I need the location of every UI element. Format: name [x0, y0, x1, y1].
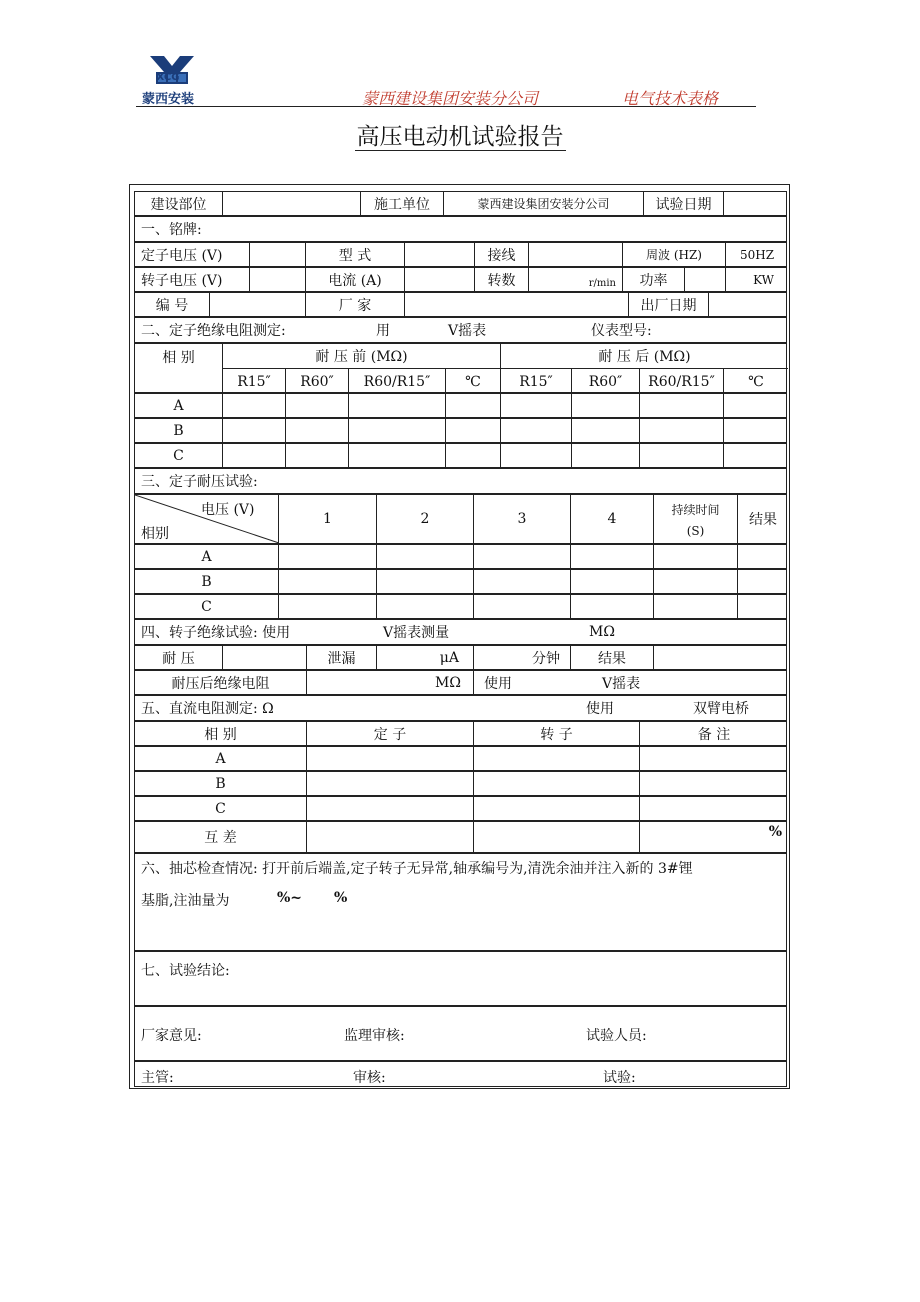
dc-diff-label: 互 差 [135, 822, 307, 852]
header-rule [136, 106, 756, 107]
nameplate-row-2 [134, 267, 787, 292]
test-label: 试验: [603, 1070, 636, 1086]
si-value-cell[interactable] [640, 394, 724, 417]
builder-label: 施工单位 [361, 192, 444, 215]
withstand-row [134, 569, 787, 594]
ws-value-cell[interactable] [474, 595, 571, 618]
number-label: 编 号 [135, 293, 210, 316]
stator-voltage-value[interactable] [250, 243, 306, 266]
core-inspection-line1: 六、抽芯检查情况: 打开前后端盖,定子转子无异常,轴承编号为,清洗余油并注入新的 3#锂 [141, 861, 693, 877]
duration-label: 持续时间 [671, 502, 720, 517]
dc-heading-row [134, 695, 787, 721]
dc-diff-row [134, 821, 787, 853]
tester-label: 试验人员: [586, 1028, 647, 1044]
page-title: 高压电动机试验报告 [356, 124, 564, 150]
dc-remark-header: 备 注 [697, 726, 731, 743]
construction-unit-label: 建设部位 [135, 192, 223, 215]
after-insulation-use: 使用 [484, 675, 512, 692]
si-value-cell[interactable] [572, 444, 640, 467]
withstand-col-1: 1 [279, 495, 377, 543]
dc-value-cell[interactable] [474, 747, 640, 770]
stator-insulation-heading-cell [135, 318, 788, 342]
dc-value-cell[interactable] [307, 797, 474, 820]
col-ratio-before: R60/R15″ [349, 369, 446, 394]
dc-diff-rotor[interactable] [474, 822, 640, 852]
si-value-cell[interactable] [501, 394, 572, 417]
col-temp-after: ℃ [748, 373, 764, 390]
ws-value-cell[interactable] [654, 570, 738, 593]
speed-label: 转数 [475, 268, 529, 291]
info-row [134, 191, 787, 216]
dc-heading: 五、直流电阻测定: Ω [141, 701, 274, 717]
col-r15-after: R15″ [501, 369, 572, 394]
phase-header-spacer [135, 369, 223, 394]
col-r60-before: R60″ [286, 369, 349, 394]
si-value-cell[interactable] [223, 394, 286, 417]
ws-value-cell[interactable] [571, 595, 654, 618]
dc-stator-header: 定 子 [307, 722, 474, 745]
duration-unit: (S) [686, 523, 705, 538]
ws-value-cell[interactable] [474, 570, 571, 593]
stator-insulation-row [134, 418, 787, 443]
dc-value-cell[interactable] [307, 772, 474, 795]
frequency-label: 周波 (HZ) [623, 243, 726, 266]
supervisor-label: 监理审核: [344, 1028, 405, 1044]
si-value-cell[interactable] [724, 444, 788, 467]
col-temp-before: ℃ [446, 369, 501, 394]
rotor-row-2 [134, 670, 787, 695]
ws-phase-cell: B [135, 570, 279, 593]
before-withstand-header: 耐 压 前 (MΩ) [223, 344, 501, 369]
test-date-label: 试验日期 [644, 192, 724, 215]
si-value-cell[interactable] [572, 419, 640, 442]
withstand-col-2: 2 [377, 495, 474, 543]
ws-value-cell[interactable] [279, 595, 377, 618]
withstand-phase-label: 相别 [141, 526, 169, 542]
si-phase-cell: C [135, 444, 223, 467]
nameplate-heading-row [134, 216, 787, 242]
test-date-value[interactable] [724, 192, 788, 215]
nameplate-row-1 [134, 242, 787, 267]
minute-label: 分钟 [474, 646, 571, 669]
header-doc-type: 电气技术表格 [622, 89, 719, 108]
withstand-header [134, 494, 787, 544]
si-value-cell[interactable] [572, 394, 640, 417]
wiring-label: 接线 [475, 243, 529, 266]
dc-phase-cell: C [135, 797, 307, 820]
wiring-value[interactable] [529, 243, 623, 266]
power-value[interactable] [685, 268, 726, 291]
stator-insulation-row [134, 393, 787, 418]
conclusion-heading: 七、试验结论: [141, 963, 230, 979]
core-inspection-line2: 基脂,注油量为 [141, 893, 230, 909]
dc-value-cell[interactable] [307, 747, 474, 770]
dc-value-cell[interactable] [474, 772, 640, 795]
ws-value-cell[interactable] [377, 570, 474, 593]
core-inspection-box [134, 853, 787, 951]
number-value[interactable] [210, 293, 306, 316]
logo-name: 蒙西安装 [141, 92, 194, 107]
ws-value-cell[interactable] [571, 545, 654, 568]
withstand-voltage-label: 电压 (V) [201, 502, 255, 518]
dc-value-cell[interactable] [640, 797, 788, 820]
construction-unit-value[interactable] [223, 192, 361, 215]
stator-insulation-meter-model: 仪表型号: [591, 323, 652, 339]
stator-insulation-header [134, 343, 787, 393]
dc-phase-header: 相 别 [135, 722, 307, 745]
dc-phase-cell: A [135, 747, 307, 770]
si-value-cell[interactable] [349, 394, 446, 417]
rotor-megger: V摇表测量 [383, 625, 450, 641]
logo-text: XCG [156, 72, 180, 83]
dc-header [134, 721, 787, 746]
stator-voltage-label: 定子电压 (V) [135, 243, 250, 266]
nameplate-heading: 一、铭牌: [141, 222, 202, 238]
ws-value-cell[interactable] [474, 545, 571, 568]
si-value-cell[interactable] [501, 419, 572, 442]
factory-opinion-label: 厂家意见: [141, 1028, 202, 1044]
manager-label: 主管: [141, 1070, 174, 1086]
dc-heading-cell [135, 696, 788, 720]
rotor-result-value[interactable] [654, 646, 788, 669]
si-value-cell[interactable] [640, 444, 724, 467]
dc-rotor-header: 转 子 [474, 722, 640, 745]
ws-value-cell[interactable] [279, 545, 377, 568]
ws-value-cell[interactable] [377, 595, 474, 618]
rotor-heading-row [134, 619, 787, 645]
stator-insulation-heading-row [134, 317, 787, 343]
ws-value-cell[interactable] [279, 570, 377, 593]
nameplate-row-3 [134, 292, 787, 317]
power-unit: KW [753, 272, 774, 287]
result-header: 结果 [749, 512, 777, 528]
si-value-cell[interactable] [349, 419, 446, 442]
dc-value-cell[interactable] [474, 797, 640, 820]
ws-value-cell[interactable] [738, 570, 788, 593]
withstand-heading: 三、定子耐压试验: [141, 474, 258, 490]
review-label: 审核: [353, 1070, 386, 1086]
core-oil-percent-1: %~ [277, 890, 303, 906]
builder-value: 蒙西建设集团安装分公司 [444, 192, 644, 215]
model-value[interactable] [405, 243, 475, 266]
ws-value-cell[interactable] [571, 570, 654, 593]
withstand-col-3: 3 [474, 495, 571, 543]
signature-box-2 [134, 1061, 787, 1087]
stator-insulation-use: 用 [376, 323, 390, 339]
leakage-label: 泄漏 [307, 646, 377, 669]
si-value-cell[interactable] [446, 444, 501, 467]
after-insulation-use-cell [474, 671, 788, 694]
factory-date-value[interactable] [709, 293, 788, 316]
dc-row [134, 796, 787, 821]
conclusion-box [134, 951, 787, 1006]
frequency-value: 50HZ [739, 247, 775, 262]
si-phase-cell: B [135, 419, 223, 442]
rotor-result-label: 结果 [571, 646, 654, 669]
dc-use: 使用 [586, 701, 614, 717]
ws-phase-cell: C [135, 595, 279, 618]
after-insulation-megger: V摇表 [602, 675, 641, 692]
si-phase-cell: A [135, 394, 223, 417]
si-value-cell[interactable] [724, 419, 788, 442]
header-company: 蒙西建设集团安装分公司 [362, 89, 539, 108]
stator-insulation-row [134, 443, 787, 468]
withstand-row [134, 544, 787, 569]
duration-header [654, 495, 738, 543]
si-value-cell[interactable] [286, 444, 349, 467]
col-r60-after: R60″ [572, 369, 640, 394]
si-value-cell[interactable] [349, 444, 446, 467]
dc-row [134, 746, 787, 771]
after-insulation-label: 耐压后绝缘电阻 [135, 671, 307, 694]
ws-value-cell[interactable] [738, 545, 788, 568]
si-value-cell[interactable] [724, 394, 788, 417]
col-r15-before: R15″ [223, 369, 286, 394]
ws-value-cell[interactable] [654, 545, 738, 568]
factory-label: 厂 家 [306, 293, 405, 316]
dc-value-cell[interactable] [640, 772, 788, 795]
withstand-col-4: 4 [571, 495, 654, 543]
power-label: 功率 [623, 268, 685, 291]
rotor-heading-cell [135, 620, 788, 644]
si-value-cell[interactable] [286, 394, 349, 417]
after-withstand-header: 耐 压 后 (MΩ) [501, 344, 788, 369]
si-value-cell[interactable] [286, 419, 349, 442]
rotor-withstand-value[interactable] [223, 646, 307, 669]
si-value-cell[interactable] [446, 419, 501, 442]
current-value[interactable] [405, 268, 475, 291]
rotor-unit: MΩ [589, 624, 615, 640]
dc-diff-stator[interactable] [307, 822, 474, 852]
core-oil-percent-2: % [334, 890, 348, 906]
dc-row [134, 771, 787, 796]
col-ratio-after: R60/R15″ [640, 369, 724, 394]
si-value-cell[interactable] [223, 444, 286, 467]
rotor-withstand-label: 耐 压 [135, 646, 223, 669]
dc-value-cell[interactable] [640, 747, 788, 770]
after-insulation-unit: MΩ [307, 671, 474, 694]
stator-insulation-megger: V摇表 [448, 323, 487, 339]
rotor-heading: 四、转子绝缘试验: 使用 [141, 625, 291, 641]
ws-phase-cell: A [135, 545, 279, 568]
rotor-voltage-label: 转子电压 (V) [135, 268, 250, 291]
si-value-cell[interactable] [501, 444, 572, 467]
ws-value-cell[interactable] [738, 595, 788, 618]
model-label: 型 式 [306, 243, 405, 266]
ws-value-cell[interactable] [654, 595, 738, 618]
current-label: 电流 (A) [306, 268, 405, 291]
dc-diff-percent: % [768, 824, 782, 840]
si-value-cell[interactable] [446, 394, 501, 417]
factory-date-label: 出厂日期 [629, 293, 709, 316]
factory-value[interactable] [405, 293, 629, 316]
signature-box-1 [134, 1006, 787, 1061]
leakage-unit: μA [377, 646, 474, 669]
si-value-cell[interactable] [223, 419, 286, 442]
withstand-diagonal-cell [135, 495, 279, 543]
dc-phase-cell: B [135, 772, 307, 795]
phase-header: 相 别 [135, 344, 223, 369]
rotor-row-1 [134, 645, 787, 670]
stator-insulation-heading: 二、定子绝缘电阻测定: [141, 323, 286, 339]
ws-value-cell[interactable] [377, 545, 474, 568]
rotor-voltage-value[interactable] [250, 268, 306, 291]
si-value-cell[interactable] [640, 419, 724, 442]
dc-bridge: 双臂电桥 [693, 701, 749, 717]
withstand-row [134, 594, 787, 619]
speed-unit: r/min [529, 268, 623, 291]
withstand-heading-row [134, 468, 787, 494]
